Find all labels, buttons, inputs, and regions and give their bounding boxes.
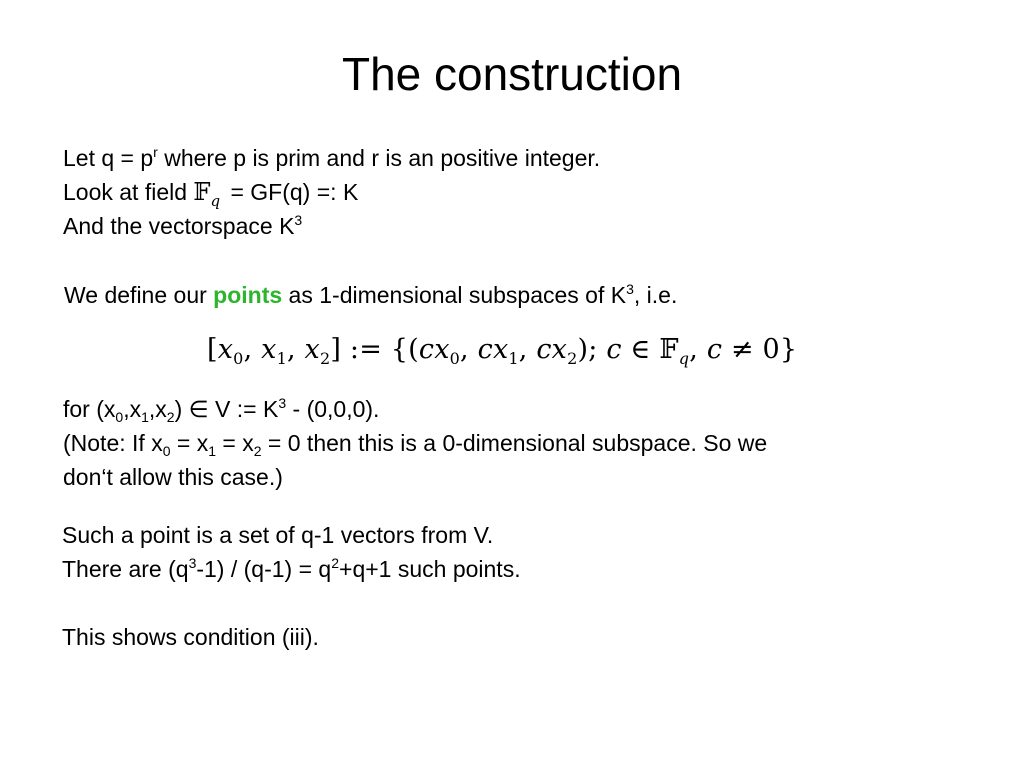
conclusion-line-2: There are $(q^3-1) / (q-1) = q^2+q+1$ such points.: [62, 555, 521, 582]
points-highlight: points: [213, 282, 283, 308]
for-line: for $(x_0,x_1,x_2)$ ∈ V := $K^3 - (0,0,0)$.: [63, 395, 380, 425]
points-definition-formula: [$x_0$, $x_1$, $x_2$] := {($cx_0$, $cx_1$, $cx_2$); c ∈ 𝔽$_q$, c ≠ 0}: [207, 334, 798, 368]
note-line-2: don‘t allow this case.): [63, 464, 283, 490]
slide-title: The construction: [341, 48, 683, 100]
conclusion-block: [62, 518, 521, 654]
intro-line-3: And the vectorspace $K^3$: [63, 212, 303, 239]
intro-line-2: Look at field 𝔽$_q$ = GF(q) =: K: [63, 175, 600, 209]
conclusion-line-3: This shows condition (iii).: [62, 624, 319, 650]
field-symbol: 𝔽$_q$: [193, 178, 221, 210]
conclusion-line-1: Such a point is a set of q-1 vectors from V.: [62, 522, 494, 548]
note-line-1: (Note: If $x_0 = x_1 = x_2 = 0$ then this is a 0-dimensional subspace. So we: [63, 430, 768, 459]
intro-block: [63, 141, 600, 243]
vector-condition-block: [63, 392, 767, 494]
intro-line-1: Let $q = p^r$ where p is prim and r is an positive integer.: [63, 144, 601, 171]
define-line: We define our points as 1-dimensional subspaces of $K^3$, i.e.: [64, 281, 678, 308]
blank-line: [62, 586, 521, 620]
